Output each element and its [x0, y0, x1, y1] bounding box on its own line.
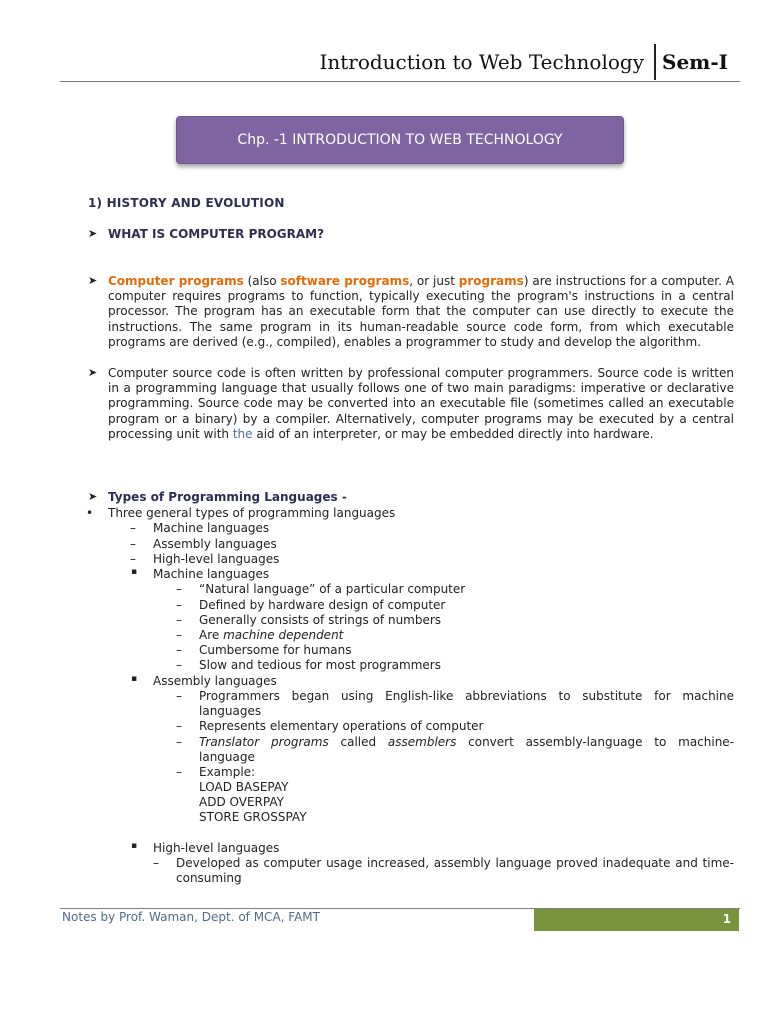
list-item: High-level languages	[153, 552, 280, 566]
list-item: Slow and tedious for most programmers	[199, 658, 441, 672]
dash-icon: –	[130, 537, 136, 551]
paragraph-computer-programs: Computer programs (also software programs, or just programs) are instructions for a computer. A computer requires programs to function, typically executing the program's instructions in a central processor. The program has an executable form that the computer can use directly to execute the instructions. The same program in its human-readable source code form, from which executable programs are derived (e.g., compiled), enables a programmer to study and develop the algorithm.	[108, 274, 734, 349]
header-semester: Sem-I	[662, 50, 728, 74]
square-bullet-icon: ▪	[131, 567, 138, 577]
types-heading: Types of Programming Languages -	[108, 490, 347, 504]
header-separator	[654, 44, 656, 80]
dot-bullet-icon: •	[86, 506, 94, 520]
page-number-box	[534, 909, 739, 931]
page-header	[0, 0, 768, 90]
dash-icon: –	[176, 735, 182, 749]
list-item: “Natural language” of a particular computer	[199, 582, 466, 596]
dash-icon: –	[130, 521, 136, 535]
list-item: Generally consists of strings of numbers	[199, 613, 442, 627]
assembly-heading: Assembly languages	[153, 674, 277, 688]
list-item: Cumbersome for humans	[199, 643, 352, 657]
list-item: Example:	[199, 765, 256, 779]
code-line: STORE GROSSPAY	[199, 810, 307, 824]
section-heading: 1) HISTORY AND EVOLUTION	[88, 196, 285, 210]
list-item: Are machine dependent	[199, 628, 344, 642]
term-software-programs: software programs	[280, 274, 410, 288]
square-bullet-icon: ▪	[131, 674, 138, 684]
dash-icon: –	[176, 689, 182, 703]
dash-icon: –	[176, 613, 182, 627]
code-line: LOAD BASEPAY	[199, 780, 289, 794]
dash-icon: –	[153, 856, 159, 870]
dash-icon: –	[176, 582, 182, 596]
chapter-banner: Chp. -1 INTRODUCTION TO WEB TECHNOLOGY	[176, 116, 624, 164]
paragraph-source-code: Computer source code is often written by professional computer programmers. Source code is written in a programming language that usually follows one of two main paradigms: imperative or declarative programming. Source code may be converted into an executable file (sometimes called an executable program or a binary) by a compiler. Alternatively, computer programs may be executed by a central processing unit with the aid of an interpreter, or may be embedded directly into hardware.	[108, 366, 734, 441]
dash-icon: –	[176, 719, 182, 733]
arrow-bullet-icon: ➤	[88, 490, 98, 503]
list-item: Machine languages	[153, 521, 270, 535]
list-item: Translator programs called assemblers convert assembly-language to machine-language	[199, 735, 735, 765]
list-item: Programmers began using English-like abbreviations to substitute for machine languages	[199, 689, 734, 719]
dash-icon: –	[176, 628, 182, 642]
term-machine-dependent: machine dependent	[223, 628, 344, 642]
term-computer-programs: Computer programs	[108, 274, 244, 288]
list-item: Defined by hardware design of computer	[199, 598, 446, 612]
dash-icon: –	[176, 765, 182, 779]
dash-icon: –	[130, 552, 136, 566]
dash-icon: –	[176, 658, 182, 672]
question-heading: WHAT IS COMPUTER PROGRAM?	[108, 227, 325, 241]
types-intro: Three general types of programming languages	[108, 506, 396, 520]
high-level-heading: High-level languages	[153, 841, 280, 855]
footer-notes: Notes by Prof. Waman, Dept. of MCA, FAMT	[62, 910, 320, 924]
arrow-bullet-icon: ➤	[88, 366, 98, 379]
page-number: 1	[722, 912, 731, 926]
header-title: Introduction to Web Technology	[319, 50, 644, 74]
dash-icon: –	[176, 643, 182, 657]
arrow-bullet-icon: ➤	[88, 274, 98, 287]
arrow-bullet-icon: ➤	[88, 227, 98, 240]
header-rule	[60, 81, 740, 82]
list-item: Developed as computer usage increased, assembly language proved inadequate and time-consuming	[176, 856, 734, 886]
square-bullet-icon: ▪	[131, 841, 138, 851]
code-line: ADD OVERPAY	[199, 795, 284, 809]
machine-heading: Machine languages	[153, 567, 270, 581]
dash-icon: –	[176, 598, 182, 612]
list-item: Represents elementary operations of computer	[199, 719, 484, 733]
list-item: Assembly languages	[153, 537, 277, 551]
term-programs: programs	[458, 274, 524, 288]
